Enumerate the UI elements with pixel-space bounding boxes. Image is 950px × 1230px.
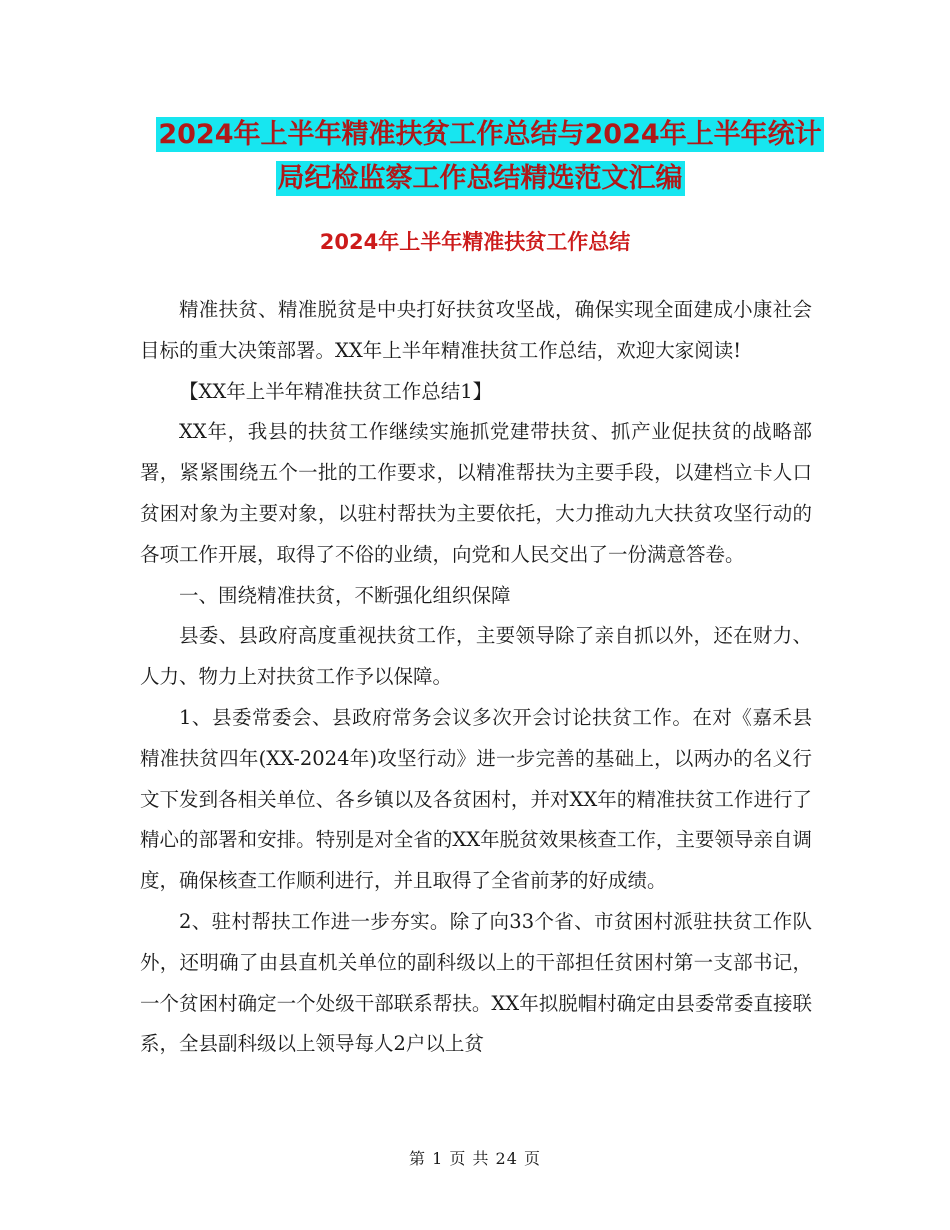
page-number-footer: 第 1 页 共 24 页 — [409, 1149, 541, 1168]
paragraph: XX年，我县的扶贫工作继续实施抓党建带扶贫、抓产业促扶贫的战略部署，紧紧围绕五个一批的工作要求，以精准帮扶为主要手段，以建档立卡人口贫困对象为主要对象，以驻村帮扶为主要依托，大力推动九大扶贫攻坚行动的各项工作开展，取得了不俗的业绩，向党和人民交出了一份满意答卷。 — [140, 420, 812, 566]
paragraph: 县委、县政府高度重视扶贫工作，主要领导除了亲自抓以外，还在财力、人力、物力上对扶贫工作予以保障。 — [140, 624, 812, 689]
paragraph: 一、围绕精准扶贫，不断强化组织保障 — [179, 583, 511, 607]
paragraph: 精准扶贫、精准脱贫是中央打好扶贫攻坚战，确保实现全面建成小康社会目标的重大决策部署。XX年上半年精准扶贫工作总结，欢迎大家阅读! — [140, 298, 812, 362]
paragraph: 2、驻村帮扶工作进一步夯实。除了向33个省、市贫困村派驻扶贫工作队外，还明确了由县直机关单位的副科级以上的干部担任贫困村第一支部书记，一个贫困村确定一个处级干部联系帮扶。XX年拟脱帽村确定由县委常委直接联系，全县副科级以上领导每人2户以上贫 — [140, 909, 812, 1056]
document-body — [140, 290, 812, 1065]
title-highlight: 局纪检监察工作总结精选范文汇编 — [277, 163, 683, 194]
title-highlight: 2024年上半年精准扶贫工作总结与2024年上半年统计 — [158, 119, 822, 150]
document-title-line-1 — [150, 112, 830, 151]
section-title: 2024年上半年精准扶贫工作总结 — [319, 230, 631, 254]
paragraph: 【XX年上半年精准扶贫工作总结1】 — [179, 379, 493, 403]
document-title-line-2 — [140, 156, 820, 195]
paragraph: 1、县委常委会、县政府常务会议多次开会讨论扶贫工作。在对《嘉禾县精准扶贫四年(XX-2024年)攻坚行动》进一步完善的基础上，以两办的名义行文下发到各相关单位、各乡镇以及各贫困村，并对XX年的精准扶贫工作进行了精心的部署和安排。特别是对全省的XX年脱贫效果核查工作，主要领导亲自调度，确保核查工作顺利进行，并且取得了全省前茅的好成绩。 — [140, 705, 812, 893]
